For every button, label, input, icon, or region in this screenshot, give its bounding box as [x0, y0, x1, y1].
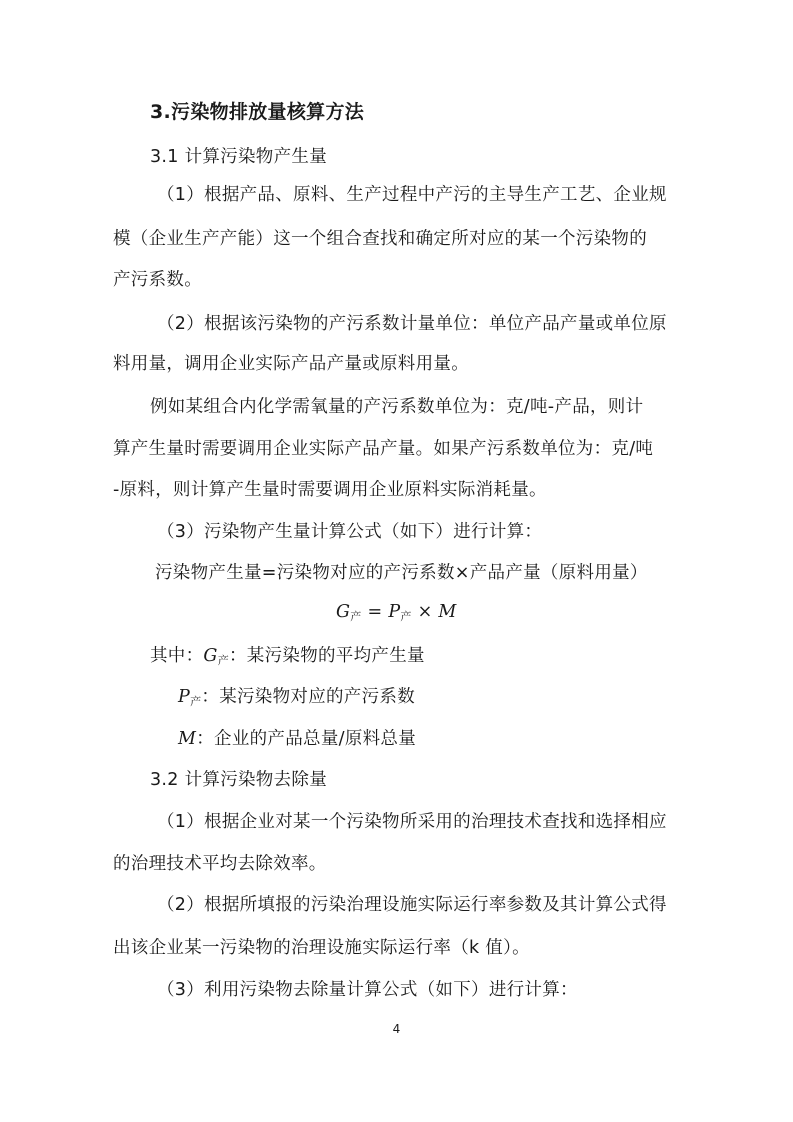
paragraph-line: 算产生量时需要调用企业实际产品产量。如果产污系数单位为：克/吨: [113, 439, 654, 459]
definition-text: ：企业的产品总量/原料总量: [196, 729, 417, 749]
formula-subscript: 产: [400, 610, 412, 623]
subsection-title-3-1: 3.1 计算污染物产生量: [150, 147, 327, 167]
formula-symbol-g: G: [336, 602, 351, 622]
formula-subscript: 产: [350, 610, 362, 623]
where-prefix: 其中：: [150, 646, 204, 666]
subsection-title-3-2: 3.2 计算污染物去除量: [150, 770, 327, 790]
paragraph-line: （2）根据该污染物的产污系数计量单位：单位产品产量或单位原: [157, 314, 667, 334]
paragraph-line: 料用量，调用企业实际产品产量或原料用量。: [113, 354, 469, 374]
paragraph-line: （2）根据所填报的污染治理设施实际运行率参数及其计算公式得: [157, 895, 667, 915]
definition-symbol-p: $P_产$: [178, 687, 202, 708]
paragraph-line: （1）根据企业对某一个污染物所采用的治理技术查找和选择相应: [157, 812, 667, 832]
formula-equals: =: [367, 602, 383, 622]
paragraph-line: 的治理技术平均去除效率。: [113, 854, 327, 874]
paragraph-line: （1）根据产品、原料、生产过程中产污的主导生产工艺、企业规: [157, 185, 667, 205]
definition-text: ：某污染物对应的产污系数: [201, 687, 415, 707]
definition-symbol-g: $G_产$: [203, 646, 229, 667]
formula-symbol-m: M: [438, 602, 457, 622]
paragraph-line: 模（企业生产产能）这一个组合查找和确定所对应的某一个污染物的: [113, 229, 647, 249]
formula-equation: [336, 600, 457, 629]
paragraph-line: 产污系数。: [113, 270, 202, 290]
definition-m: [178, 727, 416, 751]
definition-p: [178, 685, 415, 714]
definition-g: [150, 644, 425, 673]
formula-symbol-p: P: [388, 602, 401, 622]
page-number: 4: [392, 1022, 401, 1036]
definition-text: ：某污染物的平均产生量: [229, 646, 425, 666]
paragraph-line: （3）利用污染物去除量计算公式（如下）进行计算：: [157, 980, 578, 1000]
formula-text-line: 污染物产生量=污染物对应的产污系数×产品产量（原料用量）: [155, 563, 648, 583]
section-heading: 3.污染物排放量核算方法: [150, 101, 365, 123]
paragraph-line: 出该企业某一污染物的治理设施实际运行率（k 值）。: [113, 938, 530, 958]
definition-symbol-m: M: [178, 729, 197, 749]
paragraph-line: （3）污染物产生量计算公式（如下）进行计算：: [157, 522, 543, 542]
paragraph-line: 例如某组合内化学需氧量的产污系数单位为：克/吨-产品，则计: [150, 397, 644, 417]
formula-times: ×: [417, 602, 433, 622]
paragraph-line: -原料，则计算产生量时需要调用企业原料实际消耗量。: [113, 480, 547, 500]
